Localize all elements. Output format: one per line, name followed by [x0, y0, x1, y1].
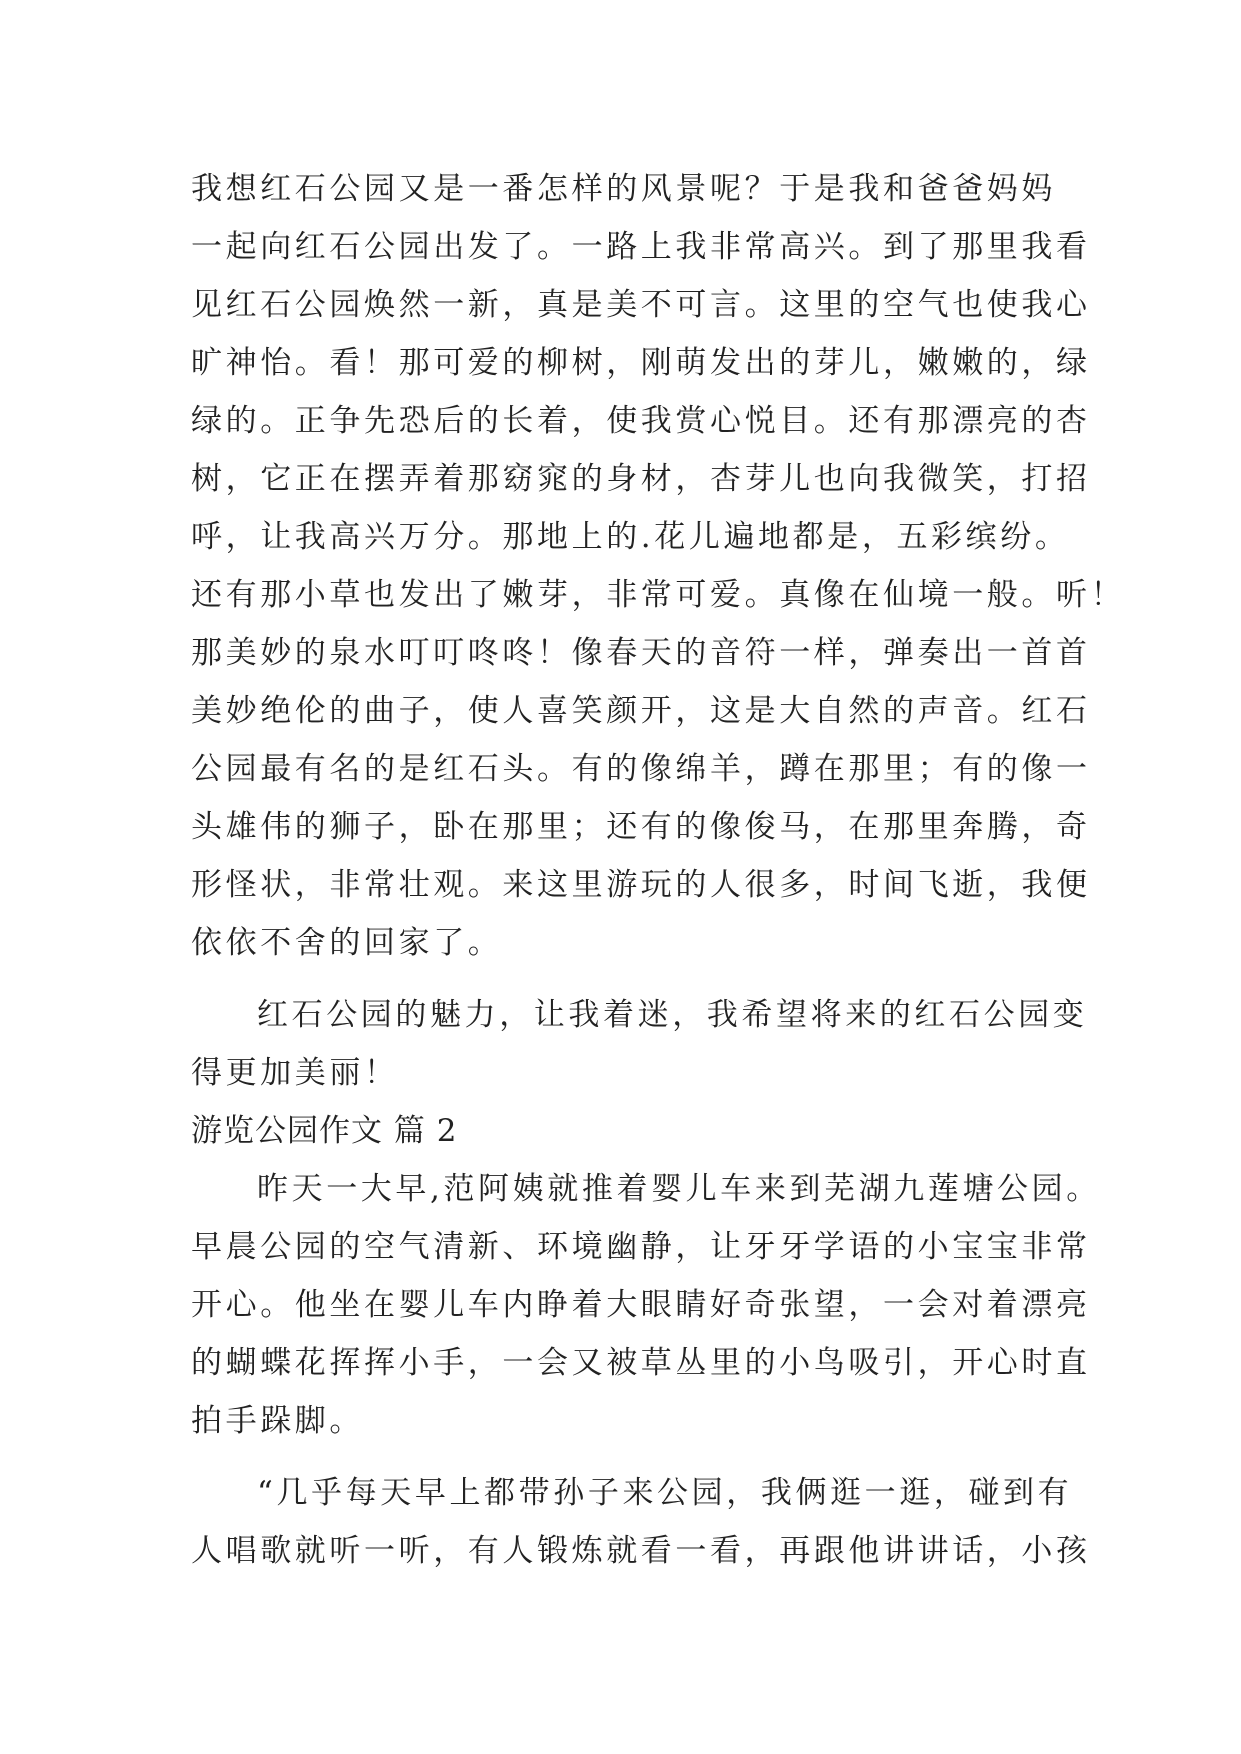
- text-line: 昨天一大早,范阿姨就推着婴儿车来到芜湖九莲塘公园。: [257, 1171, 1101, 1207]
- text-line: 树，它正在摆弄着那窈窕的身材，杏芽儿也向我微笑，打招: [191, 461, 1091, 497]
- text-line: 头雄伟的狮子，卧在那里；还有的像俊马，在那里奔腾，奇: [191, 809, 1091, 845]
- text-line: 绿的。正争先恐后的长着，使我赏心悦目。还有那漂亮的杏: [191, 403, 1091, 439]
- paragraph-3: [191, 1160, 1101, 1450]
- text-line: 开心。他坐在婴儿车内睁着大眼睛好奇张望，一会对着漂亮: [191, 1287, 1091, 1323]
- heading-text: 游览公园作文 篇 2: [191, 1113, 458, 1149]
- text-line: 见红石公园焕然一新，真是美不可言。这里的空气也使我心: [191, 287, 1091, 323]
- text-line: 人唱歌就听一听，有人锻炼就看一看，再跟他讲讲话，小孩: [191, 1533, 1091, 1569]
- text-line: 形怪状，非常壮观。来这里游玩的人很多，时间飞逝，我便: [191, 867, 1091, 903]
- text-line: 还有那小草也发出了嫩芽，非常可爱。真像在仙境一般。听！: [191, 577, 1126, 613]
- text-line: 的蝴蝶花挥挥小手，一会又被草丛里的小鸟吸引，开心时直: [191, 1345, 1091, 1381]
- document-page: [191, 160, 1126, 1580]
- text-line: 依依不舍的回家了。: [191, 925, 503, 961]
- text-line: 得更加美丽！: [191, 1055, 399, 1091]
- section-heading: [191, 1102, 1051, 1160]
- text-line: 旷神怡。看！那可爱的柳树，刚萌发出的芽儿，嫩嫩的，绿: [191, 345, 1091, 381]
- text-line: 早晨公园的空气清新、环境幽静，让牙牙学语的小宝宝非常: [191, 1229, 1091, 1265]
- text-line: 公园最有名的是红石头。有的像绵羊，蹲在那里；有的像一: [191, 751, 1091, 787]
- text-line: 一起向红石公园出发了。一路上我非常高兴。到了那里我看: [191, 229, 1091, 265]
- text-line: 呼，让我高兴万分。那地上的.花儿遍地都是，五彩缤纷。: [191, 519, 1070, 555]
- paragraph-1: [191, 160, 1126, 972]
- text-line: 美妙绝伦的曲子，使人喜笑颜开，这是大自然的声音。红石: [191, 693, 1091, 729]
- text-line: 红石公园的魅力，让我着迷，我希望将来的红石公园变: [257, 997, 1088, 1033]
- paragraph-2: [191, 986, 1088, 1102]
- text-line: 我想红石公园又是一番怎样的风景呢？于是我和爸爸妈妈: [191, 171, 1056, 207]
- text-line: “几乎每天早上都带孙子来公园，我俩逛一逛，碰到有: [257, 1475, 1073, 1511]
- text-line: 那美妙的泉水叮叮咚咚！像春天的音符一样，弹奏出一首首: [191, 635, 1091, 671]
- paragraph-4: [191, 1464, 1091, 1580]
- text-line: 拍手跺脚。: [191, 1403, 364, 1439]
